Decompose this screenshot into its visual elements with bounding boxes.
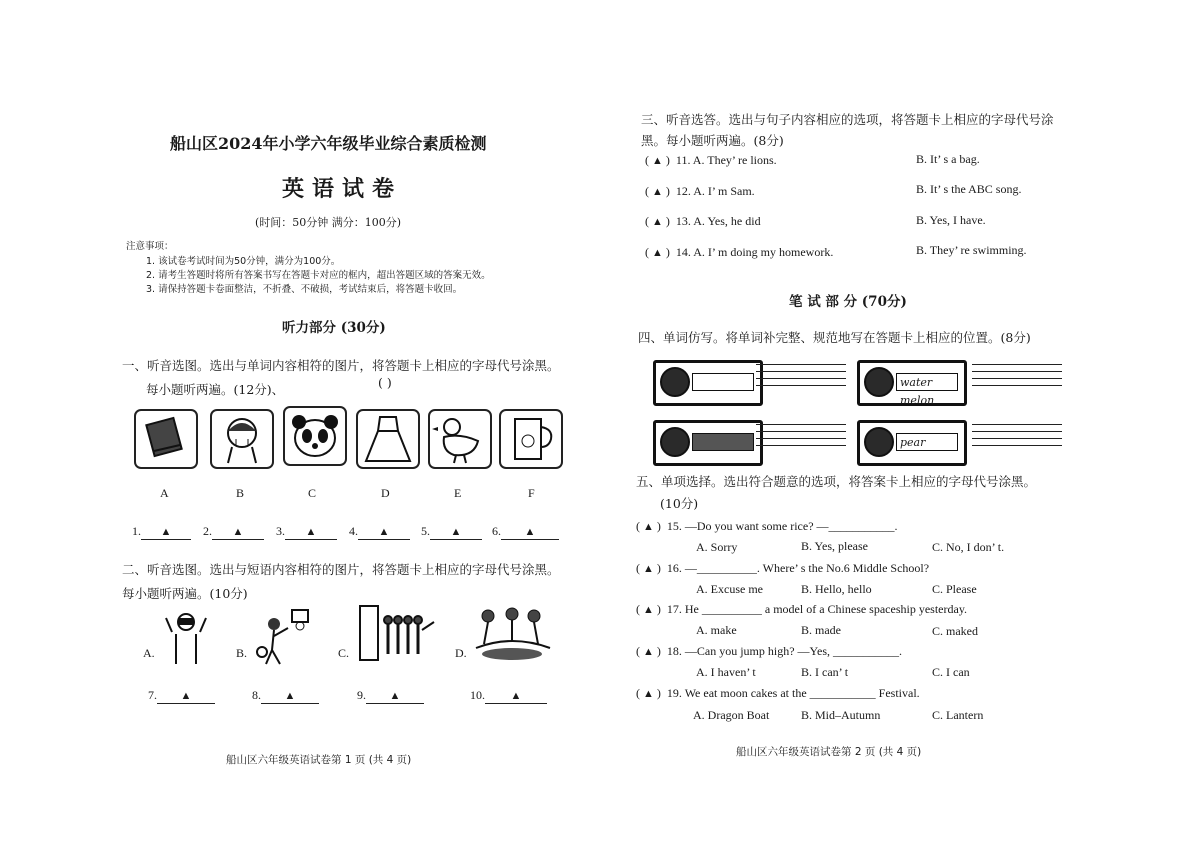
paper-title: 英语试卷	[282, 176, 403, 202]
scene-label-a: A.	[143, 646, 155, 660]
word-card-pear	[857, 420, 967, 466]
word-box: pear	[896, 433, 958, 451]
answer-blank[interactable]: ▲	[485, 688, 547, 704]
writing-lines[interactable]	[756, 364, 846, 392]
section5-instruction: 五、单项选择。选出符合题意的选项，将答案卡上相应的字母代号涂黑。	[636, 474, 1037, 489]
word-card-banana	[653, 420, 763, 466]
section1-instruction-2: 每小题听两遍。(12分)、	[146, 382, 285, 397]
section2-instruction-2: 每小题听两遍。(10分)	[122, 586, 248, 601]
page1-footer: 船山区六年级英语试卷第 1 页 (共 4 页)	[226, 754, 412, 766]
q14-option-b[interactable]: B. They’ re swimming.	[916, 243, 1027, 257]
picture-letter-e: E	[454, 486, 462, 500]
picture-letter-f: F	[528, 486, 535, 500]
picture-letter-b: B	[236, 486, 245, 500]
note-1: 1. 该试卷考试时间为50分钟，满分为100分。	[146, 256, 341, 267]
answer-number: 4.	[349, 524, 358, 538]
book-icon	[134, 409, 198, 469]
answer-number: 9.	[357, 688, 366, 702]
word-card-watermelon	[857, 360, 967, 406]
picture-letter-c: C	[308, 486, 317, 500]
section5-instruction-2: (10分)	[660, 496, 699, 511]
word-box	[692, 433, 754, 451]
answer-row-3	[276, 524, 337, 540]
answer-row-1	[132, 524, 191, 540]
q16-option-b[interactable]: B. Hello, hello	[801, 582, 872, 596]
answer-row-6	[492, 524, 559, 540]
word-card-apple	[653, 360, 763, 406]
answer-row-2	[203, 524, 264, 540]
answer-blank[interactable]: ▲	[285, 524, 337, 540]
section1-instruction: 一、听音选图。选出与单词内容相符的图片，将答题卡上相应的字母代号涂黑。	[122, 358, 560, 373]
q15-stem: ( ▲ ) 15. —Do you want some rice? —___________.	[636, 519, 898, 533]
answer-blank[interactable]: ▲	[358, 524, 410, 540]
answer-number: 3.	[276, 524, 285, 538]
q19-option-c[interactable]: C. Lantern	[932, 708, 984, 722]
answer-row-9	[357, 688, 424, 704]
q12-option-b[interactable]: B. It’ s the ABC song.	[916, 182, 1022, 196]
picture-letter-a: A	[160, 486, 169, 500]
writing-lines[interactable]	[972, 364, 1062, 392]
answer-blank[interactable]: ▲	[261, 688, 319, 704]
crying-girl-icon	[210, 409, 274, 469]
q19-option-a[interactable]: A. Dragon Boat	[693, 708, 770, 722]
exam-title: 船山区2024年小学六年级毕业综合素质检测	[170, 134, 487, 153]
answer-row-8	[252, 688, 319, 704]
note-3: 3. 请保持答题卡卷面整洁，不折叠、不破损，考试结束后，将答题卡收回。	[146, 284, 463, 295]
scene-label-b: B.	[236, 646, 248, 660]
answer-number: 10.	[470, 688, 485, 702]
writing-lines[interactable]	[972, 424, 1062, 452]
q15-option-b[interactable]: B. Yes, please	[801, 539, 869, 553]
binoculars-boy-icon	[156, 608, 216, 668]
picnic-family-icon	[472, 604, 554, 664]
writing-lines[interactable]	[756, 424, 846, 452]
answer-number: 5.	[421, 524, 430, 538]
q14-row: ( ▲ ) 14. A. I’ m doing my homework.	[645, 245, 834, 259]
answer-blank[interactable]: ▲	[157, 688, 215, 704]
word-box	[692, 373, 754, 391]
section3-instruction: 三、听音选答。选出与句子内容相应的选项，将答题卡上相应的字母代号涂	[641, 112, 1054, 127]
panda-icon	[283, 406, 347, 466]
dress-icon	[356, 409, 420, 469]
q17-stem: ( ▲ ) 17. He __________ a model of a Chinese spaceship yesterday.	[636, 602, 968, 616]
basketball-boy-icon	[248, 606, 320, 668]
watermelon-icon	[864, 367, 894, 397]
scene-label-c: C.	[338, 646, 350, 660]
q18-option-c[interactable]: C. I can	[932, 665, 970, 679]
banana-icon	[660, 427, 690, 457]
q13-row: ( ▲ ) 13. A. Yes, he did	[645, 214, 761, 228]
q15-option-a[interactable]: A. Sorry	[696, 540, 738, 554]
answer-blank[interactable]: ▲	[366, 688, 424, 704]
answer-number: 1.	[132, 524, 141, 538]
word-box: water melon	[896, 373, 958, 391]
answer-number: 2.	[203, 524, 212, 538]
picture-letter-d: D	[381, 486, 390, 500]
q11-row: ( ▲ ) 11. A. They’ re lions.	[645, 153, 777, 167]
answer-number: 8.	[252, 688, 261, 702]
q13-option-b[interactable]: B. Yes, I have.	[916, 213, 986, 227]
section2-instruction: 二、听音选图。选出与短语内容相符的图片，将答题卡上相应的字母代号涂黑。	[122, 562, 560, 577]
answer-blank[interactable]: ▲	[501, 524, 559, 540]
answer-row-4	[349, 524, 410, 540]
note-2: 2. 请考生答题时将所有答案书写在答题卡对应的框内，超出答题区域的答案无效。	[146, 270, 491, 281]
cup-icon	[499, 409, 563, 469]
pear-icon	[864, 427, 894, 457]
answer-blank[interactable]: ▲	[212, 524, 264, 540]
scene-label-d: D.	[455, 646, 467, 660]
q17-option-c[interactable]: C. maked	[932, 624, 978, 638]
answer-row-7	[148, 688, 215, 704]
section1-paren: ( )	[378, 375, 392, 390]
q18-stem: ( ▲ ) 18. —Can you jump high? —Yes, ___________.	[636, 644, 903, 658]
q17-option-a[interactable]: A. make	[696, 623, 737, 637]
q18-option-b[interactable]: B. I can’ t	[801, 665, 849, 679]
q16-option-c[interactable]: C. Please	[932, 582, 977, 596]
answer-blank[interactable]: ▲	[430, 524, 482, 540]
page2-footer: 船山区六年级英语试卷第 2 页 (共 4 页)	[736, 746, 922, 758]
answer-row-5	[421, 524, 482, 540]
answer-row-10	[470, 688, 547, 704]
q19-stem: ( ▲ ) 19. We eat moon cakes at the ___________ Festival.	[636, 686, 920, 700]
q17-option-b[interactable]: B. made	[801, 623, 841, 637]
notes-title: 注意事项：	[126, 241, 174, 252]
duck-icon	[428, 409, 492, 469]
q16-option-a[interactable]: A. Excuse me	[696, 582, 763, 596]
listening-heading: 听力部分 (30分)	[282, 320, 386, 336]
q12-row: ( ▲ ) 12. A. I’ m Sam.	[645, 184, 755, 198]
section4-instruction: 四、单词仿写。将单词补完整、规范地写在答题卡上相应的位置。(8分)	[638, 330, 1031, 345]
answer-blank[interactable]: ▲	[141, 524, 191, 540]
q19-option-b[interactable]: B. Mid–Autumn	[801, 708, 881, 722]
q16-stem: ( ▲ ) 16. —__________. Where’ s the No.6 Middle School?	[636, 561, 930, 575]
q11-option-b[interactable]: B. It’ s a bag.	[916, 152, 980, 166]
q18-option-a[interactable]: A. I haven’ t	[696, 665, 756, 679]
time-info: (时间：50分钟 满分：100分)	[255, 216, 402, 229]
apple-icon	[660, 367, 690, 397]
section3-instruction-2: 黑。每小题听两遍。(8分)	[641, 133, 784, 148]
queue-people-icon	[356, 602, 436, 664]
answer-number: 7.	[148, 688, 157, 702]
q15-option-c[interactable]: C. No, I don’ t.	[932, 540, 1005, 554]
written-heading: 笔 试 部 分 (70分)	[789, 294, 907, 310]
answer-number: 6.	[492, 524, 501, 538]
